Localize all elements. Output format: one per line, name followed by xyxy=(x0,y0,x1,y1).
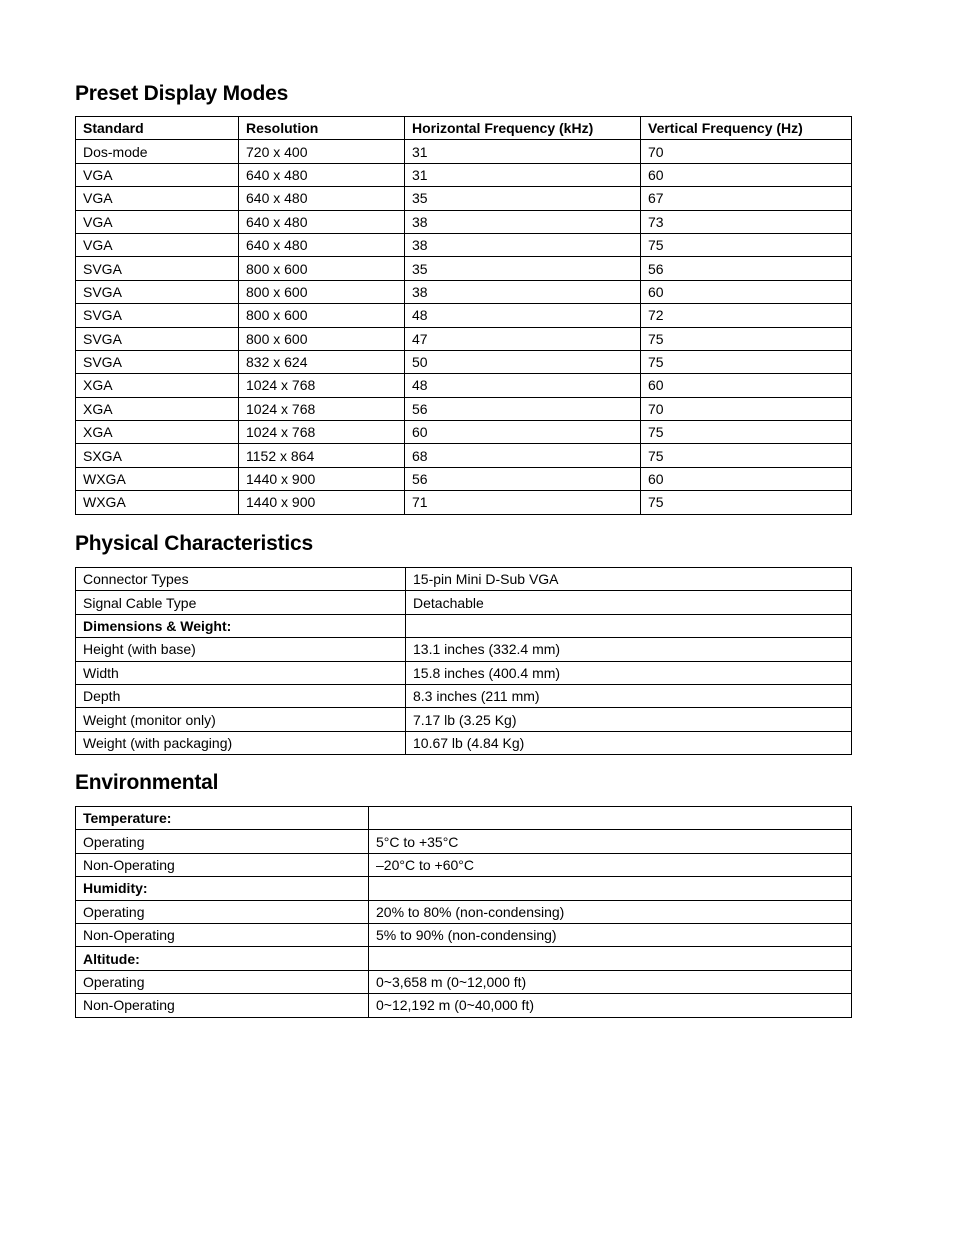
row-value: Detachable xyxy=(406,591,852,614)
table-cell: 70 xyxy=(641,397,852,420)
table-cell: 60 xyxy=(641,467,852,490)
physical-table-body xyxy=(76,568,852,755)
table-row xyxy=(76,374,852,397)
table-cell: 35 xyxy=(405,257,641,280)
table-cell: SVGA xyxy=(76,280,239,303)
table-cell: 1440 x 900 xyxy=(239,491,405,514)
row-value xyxy=(369,877,852,900)
table-cell: 60 xyxy=(641,374,852,397)
row-value: 13.1 inches (332.4 mm) xyxy=(406,638,852,661)
table-row xyxy=(76,140,852,163)
table-cell: SVGA xyxy=(76,350,239,373)
table-cell: 60 xyxy=(641,163,852,186)
table-cell: 720 x 400 xyxy=(239,140,405,163)
row-label: Operating xyxy=(76,900,369,923)
table-cell: 72 xyxy=(641,304,852,327)
table-row xyxy=(76,923,852,946)
table-cell: 56 xyxy=(405,397,641,420)
table-cell: 800 x 600 xyxy=(239,280,405,303)
section-label: Altitude: xyxy=(76,947,369,970)
preset-table-body xyxy=(76,140,852,514)
column-header: Resolution xyxy=(239,117,405,140)
section-row xyxy=(76,807,852,830)
table-row xyxy=(76,568,852,591)
table-row xyxy=(76,187,852,210)
table-cell: 31 xyxy=(405,163,641,186)
table-cell: 56 xyxy=(405,467,641,490)
table-row xyxy=(76,397,852,420)
table-cell: 60 xyxy=(641,280,852,303)
table-cell: VGA xyxy=(76,210,239,233)
table-cell: 60 xyxy=(405,421,641,444)
row-label: Non-Operating xyxy=(76,994,369,1017)
table-cell: 56 xyxy=(641,257,852,280)
row-value: 5°C to +35°C xyxy=(369,830,852,853)
table-row xyxy=(76,210,852,233)
row-value: 7.17 lb (3.25 Kg) xyxy=(406,708,852,731)
table-row xyxy=(76,853,852,876)
table-cell: XGA xyxy=(76,374,239,397)
table-row xyxy=(76,444,852,467)
table-cell: 640 x 480 xyxy=(239,233,405,256)
row-label: Operating xyxy=(76,830,369,853)
table-row xyxy=(76,708,852,731)
table-cell: 48 xyxy=(405,374,641,397)
section-label: Dimensions & Weight: xyxy=(76,614,406,637)
table-cell: 70 xyxy=(641,140,852,163)
table-cell: 1024 x 768 xyxy=(239,374,405,397)
table-row xyxy=(76,327,852,350)
table-cell: 1024 x 768 xyxy=(239,421,405,444)
table-row xyxy=(76,491,852,514)
row-label: Signal Cable Type xyxy=(76,591,406,614)
row-value: 15.8 inches (400.4 mm) xyxy=(406,661,852,684)
table-row xyxy=(76,304,852,327)
section-row xyxy=(76,614,852,637)
table-row xyxy=(76,661,852,684)
table-cell: 800 x 600 xyxy=(239,257,405,280)
table-cell: 35 xyxy=(405,187,641,210)
section-row xyxy=(76,877,852,900)
table-cell: 75 xyxy=(641,491,852,514)
column-header: Vertical Frequency (Hz) xyxy=(641,117,852,140)
table-row xyxy=(76,900,852,923)
table-cell: SXGA xyxy=(76,444,239,467)
row-label: Non-Operating xyxy=(76,923,369,946)
row-label: Weight (monitor only) xyxy=(76,708,406,731)
section-label: Temperature: xyxy=(76,807,369,830)
row-label: Non-Operating xyxy=(76,853,369,876)
table-row xyxy=(76,731,852,754)
table-cell: SVGA xyxy=(76,304,239,327)
table-row xyxy=(76,163,852,186)
row-value: 10.67 lb (4.84 Kg) xyxy=(406,731,852,754)
table-cell: 31 xyxy=(405,140,641,163)
environmental-title: Environmental xyxy=(75,771,219,794)
row-value: 0~12,192 m (0~40,000 ft) xyxy=(369,994,852,1017)
row-label: Width xyxy=(76,661,406,684)
table-cell: 48 xyxy=(405,304,641,327)
table-cell: 640 x 480 xyxy=(239,187,405,210)
table-cell: Dos-mode xyxy=(76,140,239,163)
row-value: 15-pin Mini D-Sub VGA xyxy=(406,568,852,591)
table-cell: 47 xyxy=(405,327,641,350)
table-row xyxy=(76,467,852,490)
table-cell: 50 xyxy=(405,350,641,373)
preset-modes-title: Preset Display Modes xyxy=(75,82,289,105)
table-cell: 1152 x 864 xyxy=(239,444,405,467)
table-cell: 640 x 480 xyxy=(239,163,405,186)
table-cell: 75 xyxy=(641,350,852,373)
section-row xyxy=(76,947,852,970)
table-cell: 38 xyxy=(405,210,641,233)
environmental-table xyxy=(75,806,852,1018)
table-cell: 832 x 624 xyxy=(239,350,405,373)
table-cell: 75 xyxy=(641,444,852,467)
row-label: Height (with base) xyxy=(76,638,406,661)
table-row xyxy=(76,257,852,280)
table-cell: 75 xyxy=(641,421,852,444)
table-cell: 1024 x 768 xyxy=(239,397,405,420)
column-header: Standard xyxy=(76,117,239,140)
table-cell: 73 xyxy=(641,210,852,233)
table-cell: XGA xyxy=(76,397,239,420)
table-row xyxy=(76,233,852,256)
row-label: Connector Types xyxy=(76,568,406,591)
preset-modes-table xyxy=(75,116,852,515)
table-cell: 38 xyxy=(405,233,641,256)
table-cell: WXGA xyxy=(76,467,239,490)
row-label: Weight (with packaging) xyxy=(76,731,406,754)
row-value: –20°C to +60°C xyxy=(369,853,852,876)
column-header: Horizontal Frequency (kHz) xyxy=(405,117,641,140)
table-row xyxy=(76,280,852,303)
row-value: 0~3,658 m (0~12,000 ft) xyxy=(369,970,852,993)
physical-characteristics-title: Physical Characteristics xyxy=(75,532,314,555)
table-cell: 1440 x 900 xyxy=(239,467,405,490)
table-row xyxy=(76,638,852,661)
table-cell: 75 xyxy=(641,327,852,350)
physical-characteristics-table xyxy=(75,567,852,755)
table-row xyxy=(76,684,852,707)
table-cell: XGA xyxy=(76,421,239,444)
table-cell: SVGA xyxy=(76,257,239,280)
table-cell: VGA xyxy=(76,163,239,186)
table-cell: VGA xyxy=(76,233,239,256)
table-row xyxy=(76,994,852,1017)
row-value xyxy=(369,947,852,970)
table-cell: WXGA xyxy=(76,491,239,514)
table-cell: VGA xyxy=(76,187,239,210)
table-row xyxy=(76,970,852,993)
row-value: 8.3 inches (211 mm) xyxy=(406,684,852,707)
table-cell: 800 x 600 xyxy=(239,304,405,327)
table-cell: 640 x 480 xyxy=(239,210,405,233)
table-cell: 75 xyxy=(641,233,852,256)
row-value xyxy=(406,614,852,637)
table-cell: 800 x 600 xyxy=(239,327,405,350)
table-cell: 68 xyxy=(405,444,641,467)
table-row xyxy=(76,591,852,614)
environmental-table-body xyxy=(76,807,852,1018)
table-row xyxy=(76,421,852,444)
row-label: Depth xyxy=(76,684,406,707)
row-label: Operating xyxy=(76,970,369,993)
table-row xyxy=(76,350,852,373)
table-row xyxy=(76,830,852,853)
table-cell: 38 xyxy=(405,280,641,303)
section-label: Humidity: xyxy=(76,877,369,900)
table-cell: 71 xyxy=(405,491,641,514)
table-cell: SVGA xyxy=(76,327,239,350)
row-value: 5% to 90% (non-condensing) xyxy=(369,923,852,946)
table-cell: 67 xyxy=(641,187,852,210)
preset-header-row xyxy=(76,117,852,140)
row-value: 20% to 80% (non-condensing) xyxy=(369,900,852,923)
row-value xyxy=(369,807,852,830)
